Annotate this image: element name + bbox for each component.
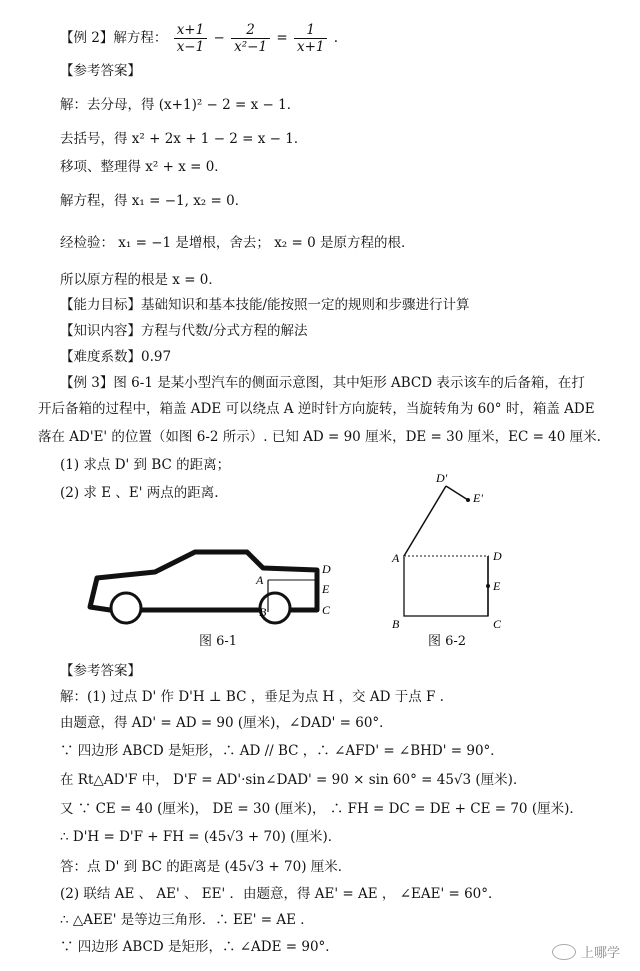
- reference-answer-heading: 【参考答案】: [60, 63, 141, 79]
- solution-line: ∵ 四边形 ABCD 是矩形，∴ ∠ADE = 90°．: [60, 939, 339, 955]
- figure-6-1-caption: 图 6-1: [199, 634, 238, 649]
- knowledge-content: 【知识内容】方程与代数/分式方程的解法: [60, 323, 308, 339]
- label-D-prime: D': [436, 471, 448, 485]
- question-1: (1) 求点 D' 到 BC 的距离；: [60, 457, 231, 473]
- label-D: D: [493, 549, 502, 563]
- difficulty: 【难度系数】0.97: [60, 349, 172, 365]
- label-A: A: [256, 573, 264, 587]
- segment-AD-prime: [404, 486, 446, 556]
- fraction-1: $\frac{x+1}{x-1}$: [174, 22, 208, 55]
- example3-line: 落在 AD'E' 的位置（如图 6-2 所示）. 已知 AD = 90 厘米，DE = 30 厘米，EC = 40 厘米.: [38, 429, 601, 445]
- fraction-3: $\frac{1}{x+1}$: [294, 22, 328, 55]
- solution-line: 经检验： x₁ = −1 是增根，舍去； x₂ = 0 是原方程的根．: [60, 235, 415, 251]
- fraction-2: $\frac{2}{\text{x²−1}}$: [231, 22, 270, 55]
- point-E-prime: [466, 498, 470, 502]
- wechat-logo-icon: [552, 944, 576, 960]
- label-B: B: [259, 605, 267, 619]
- label-A: A: [392, 551, 400, 565]
- solution-line: ∴ D'H = D'F + FH = (45√3 + 70) (厘米)．: [60, 829, 342, 845]
- example3-line: 开后备箱的过程中，箱盖 ADE 可以绕点 A 逆时针方向旋转，当旋转角为 60° 时，箱盖 ADE: [38, 401, 595, 417]
- solution-line: 移项、整理得 x² + x = 0．: [60, 159, 228, 175]
- solution-line: 解：去分母，得 (x+1)² − 2 = x − 1．: [60, 97, 301, 113]
- watermark-text: 上哪学: [580, 946, 620, 961]
- solution-line: 又 ∵ CE = 40 (厘米)， DE = 30 (厘米)， ∴ FH = DC = DE + CE = 70 (厘米)．: [60, 801, 583, 817]
- figure-6-1-car: [85, 540, 345, 640]
- example3-line: 【例 3】图 6-1 是某小型汽车的侧面示意图，其中矩形 ABCD 表示该车的后备箱，在打: [60, 375, 585, 391]
- solution-line: (2) 联结 AE 、 AE' 、 EE' ．由题意，得 AE' = AE ， ∠EAE' = 60°．: [60, 886, 502, 902]
- rectangle-ABCD: [404, 556, 488, 616]
- figure-6-2-diagram: [380, 470, 520, 635]
- answer-line: 答：点 D' 到 BC 的距离是 (45√3 + 70) 厘米．: [60, 859, 352, 875]
- reference-answer-heading: 【参考答案】: [60, 663, 141, 679]
- solution-line: 所以原方程的根是 x = 0．: [60, 272, 222, 288]
- solution-line: 由题意，得 AD' = AD = 90 (厘米)，∠DAD' = 60°．: [60, 715, 393, 731]
- point-E: [486, 584, 490, 588]
- label-E-prime: E': [473, 491, 483, 505]
- solution-line: 解方程，得 x₁ = −1, x₂ = 0．: [60, 193, 249, 209]
- solution-line: 解：(1) 过点 D' 作 D'H ⊥ BC ，垂足为点 H ，交 AD 于点 F .: [60, 689, 444, 705]
- front-wheel: [111, 593, 141, 623]
- example2-label: 【例 2】解方程：: [60, 30, 168, 46]
- label-E: E: [493, 579, 501, 593]
- question-2: (2) 求 E 、E' 两点的距离.: [60, 485, 219, 501]
- label-C: C: [493, 617, 502, 631]
- label-B: B: [392, 617, 400, 631]
- example2-equation: 【例 2】解方程： $\frac{x+1}{x-1}$ − $\frac{2}{\text{x²−1}}$ = $\frac{1}{x+1}$ .: [60, 22, 339, 55]
- solution-line: 在 Rt△AD'F 中， D'F = AD'·sin∠DAD' = 90 × sin 60° = 45√3 (厘米)．: [60, 772, 527, 788]
- figure-6-2-caption: 图 6-2: [428, 634, 467, 649]
- ability-goal: 【能力目标】基础知识和基本技能/能按照一定的规则和步骤进行计算: [60, 297, 470, 313]
- label-E: E: [322, 582, 330, 596]
- label-D: D: [322, 562, 331, 576]
- label-C: C: [322, 603, 331, 617]
- solution-line: ∴ △AEE' 是等边三角形．∴ EE' = AE ．: [60, 912, 314, 928]
- solution-line: 去括号，得 x² + 2x + 1 − 2 = x − 1．: [60, 131, 308, 147]
- watermark: [552, 942, 620, 961]
- solution-line: ∵ 四边形 ABCD 是矩形，∴ AD // BC ，∴ ∠AFD' = ∠BHD' = 90°．: [60, 743, 504, 759]
- segment-D-prime-E-prime: [446, 486, 468, 500]
